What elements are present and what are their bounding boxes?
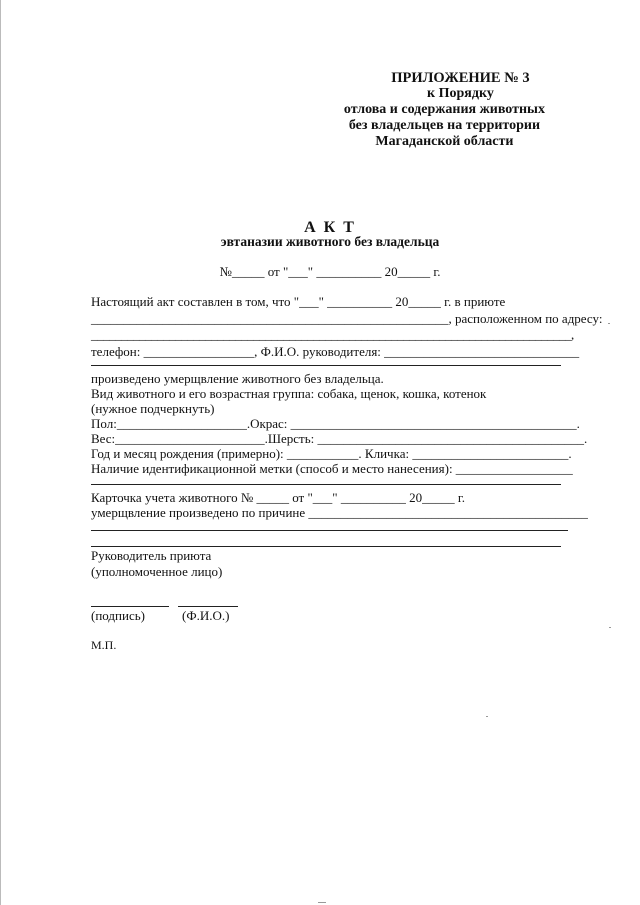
body-line-euthanasia: произведено умерщвление животного без владельца.	[91, 371, 384, 386]
scan-speck	[608, 323, 610, 324]
body-line-head: Руководитель приюта	[91, 548, 212, 563]
body-line-species: Вид животного и его возрастная группа: собака, щенок, кошка, котенок	[91, 386, 487, 401]
body-line-authorized: (уполномоченное лицо)	[91, 564, 223, 579]
appendix-header	[344, 70, 545, 150]
appendix-line: Магаданской области	[375, 134, 514, 149]
signature-label: (подпись)	[91, 608, 145, 623]
body-line-weight-coat: Вес:_______________________.Шерсть: _________________________________________.	[91, 431, 588, 446]
page-edge	[0, 0, 1, 905]
act-subtitle: эвтаназии животного без владельца	[220, 234, 440, 249]
stamp-label: М.П.	[91, 638, 117, 652]
name-rule	[178, 606, 238, 607]
signature-rule	[91, 606, 169, 607]
scan-speck	[318, 902, 326, 903]
blank-rule	[91, 484, 561, 485]
body-line-composed: Настоящий акт составлен в том, что "___" __________ 20_____ г. в приюте	[91, 294, 506, 309]
blank-rule	[91, 546, 561, 547]
scan-speck	[609, 627, 611, 628]
appendix-title: ПРИЛОЖЕНИЕ № 3	[391, 70, 530, 86]
appendix-line: без владельцев на территории	[348, 118, 541, 133]
body-line-sex-color: Пол:____________________.Окрас: ____________________________________________.	[91, 416, 580, 431]
blank-rule	[91, 365, 561, 366]
appendix-line: к Порядку	[427, 86, 494, 101]
body-line-birth-name: Год и месяц рождения (примерно): ___________. Кличка: ________________________.	[91, 446, 572, 461]
body-line-id-mark: Наличие идентификационной метки (способ и место нанесения): __________________	[91, 461, 573, 476]
body-line-address: ________________________________________________________________________________,	[91, 327, 574, 342]
act-title: А К Т	[304, 219, 356, 236]
body-line-reason: умерщвление произведено по причине ___________________________________________	[91, 505, 588, 520]
body-line-shelter: _______________________________________________________, расположенном по адресу:	[91, 311, 603, 326]
body-line-card: Карточка учета животного № _____ от "___" __________ 20_____ г.	[91, 490, 465, 505]
name-label: (Ф.И.О.)	[182, 608, 230, 623]
blank-rule	[91, 530, 568, 531]
appendix-line: отлова и содержания животных	[343, 102, 545, 117]
body-line-phone: телефон: _________________, Ф.И.О. руководителя: ______________________________	[91, 344, 580, 359]
act-number-line: №_____ от "___" __________ 20_____ г.	[219, 264, 441, 279]
scan-speck	[486, 716, 488, 717]
body-line-underline-note: (нужное подчеркнуть)	[91, 401, 215, 416]
